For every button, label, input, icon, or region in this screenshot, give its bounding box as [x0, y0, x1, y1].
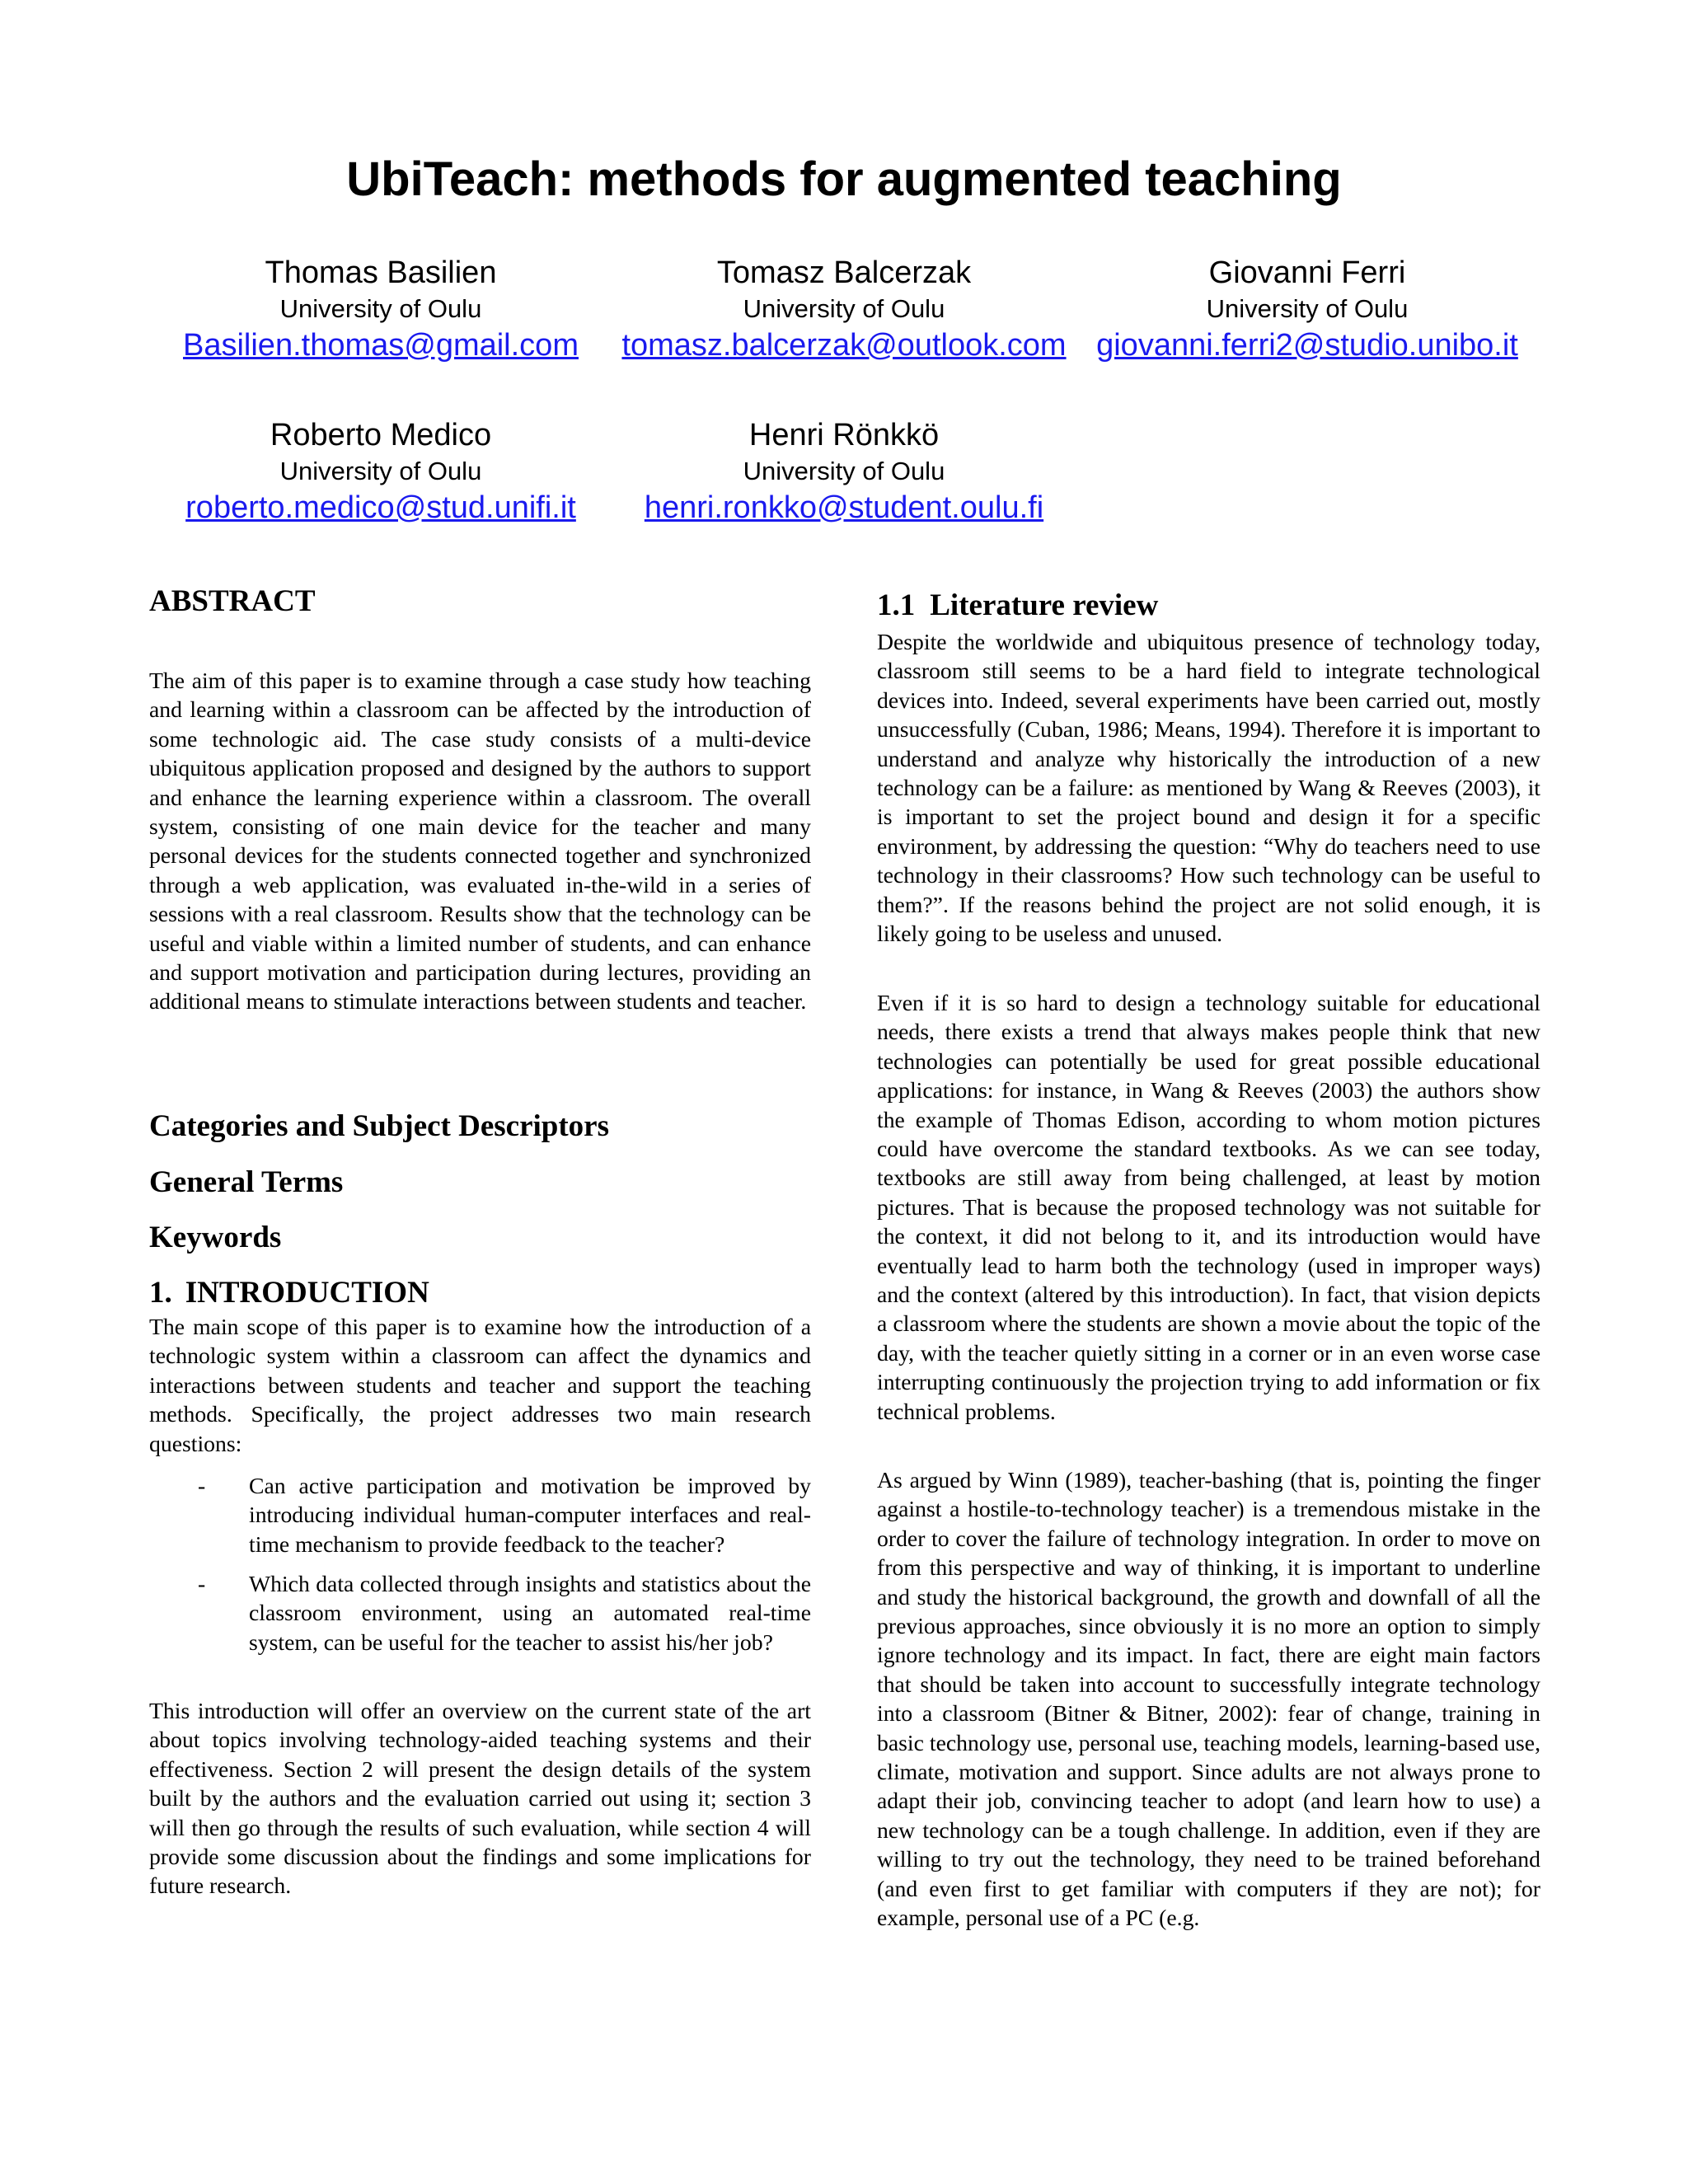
author-affiliation: University of Oulu — [743, 457, 945, 485]
body-paragraph: Despite the worldwide and ubiquitous presence of technology today, classroom still seems to be a hard field to integrate technological devices into. Indeed, several experiments have been carried out, mostly unsuccessfully (Cuban, 1986; Means, 1994). Therefore it is important to understand and analyze why historically the introduction of a new technology can be a failure: as mentioned by Wang & Reeves (2003), it is important to set the project bound and design it for a specific environment, by addressing the question: “Why do teachers need to use technology in their classrooms? How such technology can be useful to them?”. If the reasons behind the project are not solid enough, it is likely going to be useless and unused. — [877, 629, 1540, 947]
author-email-link[interactable]: henri.ronkko@student.oulu.fi — [644, 490, 1044, 525]
literature-review-heading — [877, 587, 1158, 625]
author-block — [1060, 252, 1554, 366]
author-name: Thomas Basilien — [265, 255, 497, 290]
intro-paragraph: The main scope of this paper is to examine how the introduction of a technologic system within a classroom can affect the dynamics and interactions between students and teacher and support the teaching methods. Specifically, the project addresses two main research questions: — [149, 1314, 811, 1456]
section-number: 1. — [149, 1276, 172, 1310]
author-affiliation: University of Oulu — [743, 294, 945, 323]
list-item-text: Can active participation and motivation be improved by introducing individual human-computer interfaces and real-time mechanism to provide feedback to the teacher? — [249, 1473, 811, 1557]
list-item — [149, 1569, 811, 1657]
intro-paragraph: This introduction will offer an overview on the current state of the art about topics involving technology-aided teaching systems and their effectiveness. Section 2 will present the design details of the system built by the authors and the evaluation carried out using it; section 3 will then go through the results of such evaluation, while section 4 will provide some discussion about the findings and some implications for future research. — [149, 1698, 811, 1899]
categories-heading: Categories and Subject Descriptors — [149, 1109, 609, 1143]
bullet-marker: - — [198, 1473, 206, 1498]
author-block — [134, 252, 628, 366]
paper-title: UbiTeach: methods for augmented teaching — [346, 152, 1342, 206]
author-block — [597, 252, 1091, 366]
author-name: Henri Rönkkö — [748, 418, 940, 452]
section-number: 1.1 — [877, 588, 916, 622]
general-terms-heading: General Terms — [149, 1165, 344, 1199]
author-name: Giovanni Ferri — [1208, 255, 1406, 290]
author-affiliation: University of Oulu — [1206, 294, 1409, 323]
list-item — [149, 1471, 811, 1558]
section-title: Literature review — [930, 588, 1159, 622]
keywords-heading: Keywords — [149, 1221, 282, 1254]
author-name: Tomasz Balcerzak — [716, 255, 972, 290]
author-email-link[interactable]: roberto.medico@stud.unifi.it — [185, 490, 576, 525]
abstract-heading: ABSTRACT — [149, 584, 316, 618]
body-paragraph: As argued by Winn (1989), teacher-bashing (that is, pointing the finger against a hostile-to-technology teacher) is a tremendous mistake in the order to cover the failure of technology integration. In order to move on from this perspective and way of thinking, it is important to underline and study the historical background, the growth and downfall of all the previous approaches, since obviously it is no more an option to simply ignore technology and its impact. In fact, there are eight main factors that should be taken into account to successfully integrate technology into a classroom (Bitner & Bitner, 2002): fear of change, training in basic technology use, personal use, teaching models, learning-based use, climate, motivation and support. Since adults are not always prone to adapt their job, convincing teacher to adopt (and learn how to use) a new technology can be a tough challenge. In addition, even if they are willing to try out the technology, they need to be trained beforehand (and even first to get familiar with computers if they are not); for example, personal use of a PC (e.g. — [877, 1467, 1540, 1931]
author-affiliation: University of Oulu — [279, 294, 482, 323]
author-email-link[interactable]: tomasz.balcerzak@outlook.com — [621, 328, 1067, 363]
author-block — [597, 415, 1091, 528]
author-name: Roberto Medico — [270, 418, 492, 452]
introduction-heading — [149, 1274, 429, 1312]
author-email-link[interactable]: Basilien.thomas@gmail.com — [183, 328, 579, 363]
author-email-link[interactable]: giovanni.ferri2@studio.unibo.it — [1096, 328, 1518, 363]
author-block — [134, 415, 628, 528]
list-item-text: Which data collected through insights and statistics about the classroom environment, using an automated real-time system, can be useful for the teacher to assist his/her job? — [249, 1571, 811, 1655]
bullet-marker: - — [198, 1571, 206, 1596]
author-affiliation: University of Oulu — [279, 457, 482, 485]
abstract-text: The aim of this paper is to examine through a case study how teaching and learning within a classroom can be affected by the introduction of some technologic aid. The case study consists of a multi-device ubiquitous application proposed and designed by the authors to support and enhance the learning experience within a classroom. The overall system, consisting of one main device for the teacher and many personal devices for the students connected together and synchronized through a web application, was evaluated in-the-wild in a series of sessions with a real classroom. Results show that the technology can be useful and viable within a limited number of students, and can enhance and support motivation and participation during lectures, providing an additional means to stimulate interactions between students and teacher. — [149, 668, 811, 1015]
section-title: INTRODUCTION — [185, 1276, 429, 1310]
body-paragraph: Even if it is so hard to design a technology suitable for educational needs, there exists a trend that always makes people think that new technologies can potentially be used for great possible educational applications: for instance, in Wang & Reeves (2003) the authors show the example of Thomas Edison, according to whom motion pictures could have overcome the standard textbooks. As we can see today, textbooks are still away from being challenged, at least by motion pictures. That is because the proposed technology was not suitable for the context, it did not belong to it, and its introduction would have eventually lead to harm both the technology (used in improper ways) and the context (altered by this introduction). In fact, that vision depicts a classroom where the students are shown a movie about the topic of the day, with the teacher quietly sitting in a corner or in an even worse case interrupting continuously the projection trying to add information or fix technical problems. — [877, 990, 1540, 1424]
